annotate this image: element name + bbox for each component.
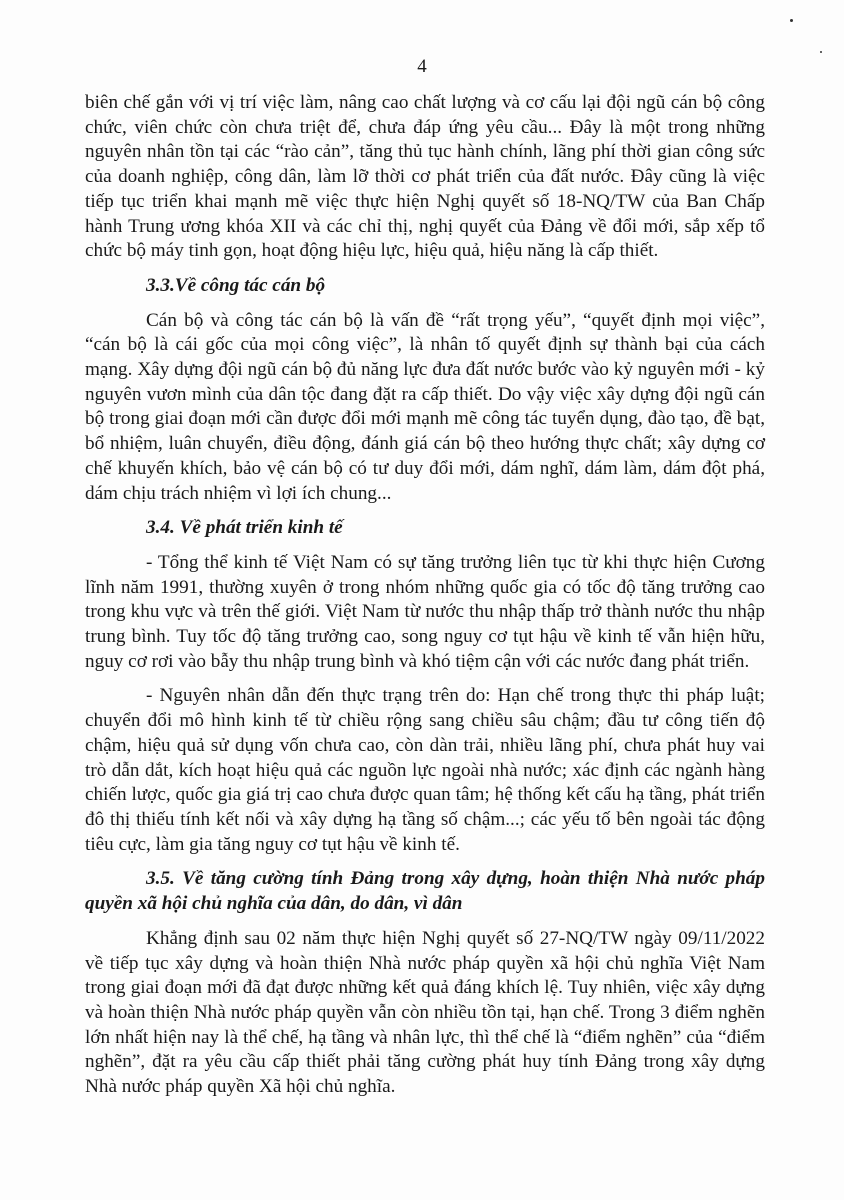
section-heading-3-3: 3.3.Về công tác cán bộ: [146, 274, 326, 296]
document-body: [85, 91, 765, 1100]
paragraph-economy-overview: - Tổng thể kinh tế Việt Nam có sự tăng trưởng liên tục từ khi thực hiện Cương lĩnh năm 1991, thường xuyên ở trong nhóm những quốc gia có tốc độ tăng trưởng cao trong khu vực và trên thế giới. Việt Nam từ nước thu nhập thấp trở thành nước thu nhập trung bình. Tuy tốc độ tăng trưởng cao, song nguy cơ tụt hậu về kinh tế vẫn hiện hữu, nguy cơ rơi vào bẫy thu nhập trung bình và khó tiệm cận với các nước đang phát triển.: [85, 551, 765, 672]
paragraph-rule-of-law: Khẳng định sau 02 năm thực hiện Nghị quyết số 27-NQ/TW ngày 09/11/2022 về tiếp tục xây dựng và hoàn thiện Nhà nước pháp quyền xã hội chủ nghĩa Việt Nam trong giai đoạn mới đã đạt được những kết quả đáng khích lệ. Tuy nhiên, việc xây dựng và hoàn thiện Nhà nước pháp quyền vẫn còn nhiều tồn tại, hạn chế. Trong 3 điểm nghẽn lớn nhất hiện nay là thể chế, hạ tầng và nhân lực, thì thể chế là “điểm nghẽn” của “điểm nghẽn”, đặt ra yêu cầu cấp thiết phải tăng cường phát huy tính Đảng trong xây dựng Nhà nước pháp quyền Xã hội chủ nghĩa.: [85, 927, 765, 1098]
page-number: 4: [417, 56, 427, 77]
paragraph-economy-causes: - Nguyên nhân dẫn đến thực trạng trên do: Hạn chế trong thực thi pháp luật; chuyển đổi mô hình kinh tế từ chiều rộng sang chiều sâu chậm; đầu tư công tiến độ chậm, hiệu quả sử dụng vốn chưa cao, còn dàn trải, nhiều lãng phí, chưa phát huy vai trò dẫn dắt, kích hoạt hiệu quả các nguồn lực ngoài nhà nước; xác định các ngành hàng chiến lược, quốc gia giá trị cao chưa được quan tâm; hệ thống kết cấu hạ tầng, phát triển đô thị thiếu tính kết nối và xây dựng hạ tầng số chậm...; các yếu tố bên ngoài tác động tiêu cực, làm gia tăng nguy cơ tụt hậu về kinh tế.: [85, 685, 765, 855]
section-heading-3-5: 3.5. Về tăng cường tính Đảng trong xây dựng, hoàn thiện Nhà nước pháp quyền xã hội chủ nghĩa của dân, do dân, vì dân: [85, 868, 765, 915]
paragraph-continuation: biên chế gắn với vị trí việc làm, nâng cao chất lượng và cơ cấu lại đội ngũ cán bộ công chức, viên chức còn chưa triệt để, chưa đáp ứng yêu cầu... Đây là một trong những nguyên nhân tồn tại các “rào cản”, tăng thủ tục hành chính, lãng phí thời gian công sức của doanh nghiệp, công dân, làm lỡ thời cơ phát triển của đất nước. Đây cũng là việc tiếp tục triển khai mạnh mẽ việc thực hiện Nghị quyết số 18-NQ/TW của Ban Chấp hành Trung ương khóa XII và các chỉ thị, nghị quyết của Đảng về đổi mới, sắp xếp tổ chức bộ máy tinh gọn, hoạt động hiệu lực, hiệu quả, hiệu năng là cấp thiết.: [85, 92, 765, 262]
scan-speck: [820, 51, 822, 53]
paragraph-cadres: Cán bộ và công tác cán bộ là vấn đề “rất trọng yếu”, “quyết định mọi việc”, “cán bộ là cái gốc của mọi công việc”, là nhân tố quyết định sự thành bại của cách mạng. Xây dựng đội ngũ cán bộ đủ năng lực đưa đất nước bước vào kỷ nguyên mới - kỷ nguyên vươn mình của dân tộc đang đặt ra cấp thiết. Do vậy việc xây dựng đội ngũ cán bộ trong giai đoạn mới cần được đổi mới mạnh mẽ công tác tuyển dụng, đào tạo, đề bạt, bổ nhiệm, luân chuyển, điều động, đánh giá cán bộ theo hướng thực chất; xây dựng cơ chế khuyến khích, bảo vệ cán bộ có tư duy đổi mới, dám nghĩ, dám làm, dám đột phá, dám chịu trách nhiệm vì lợi ích chung...: [85, 309, 765, 504]
scan-speck: [790, 19, 793, 22]
section-heading-3-4: 3.4. Về phát triển kinh tế: [146, 517, 343, 539]
